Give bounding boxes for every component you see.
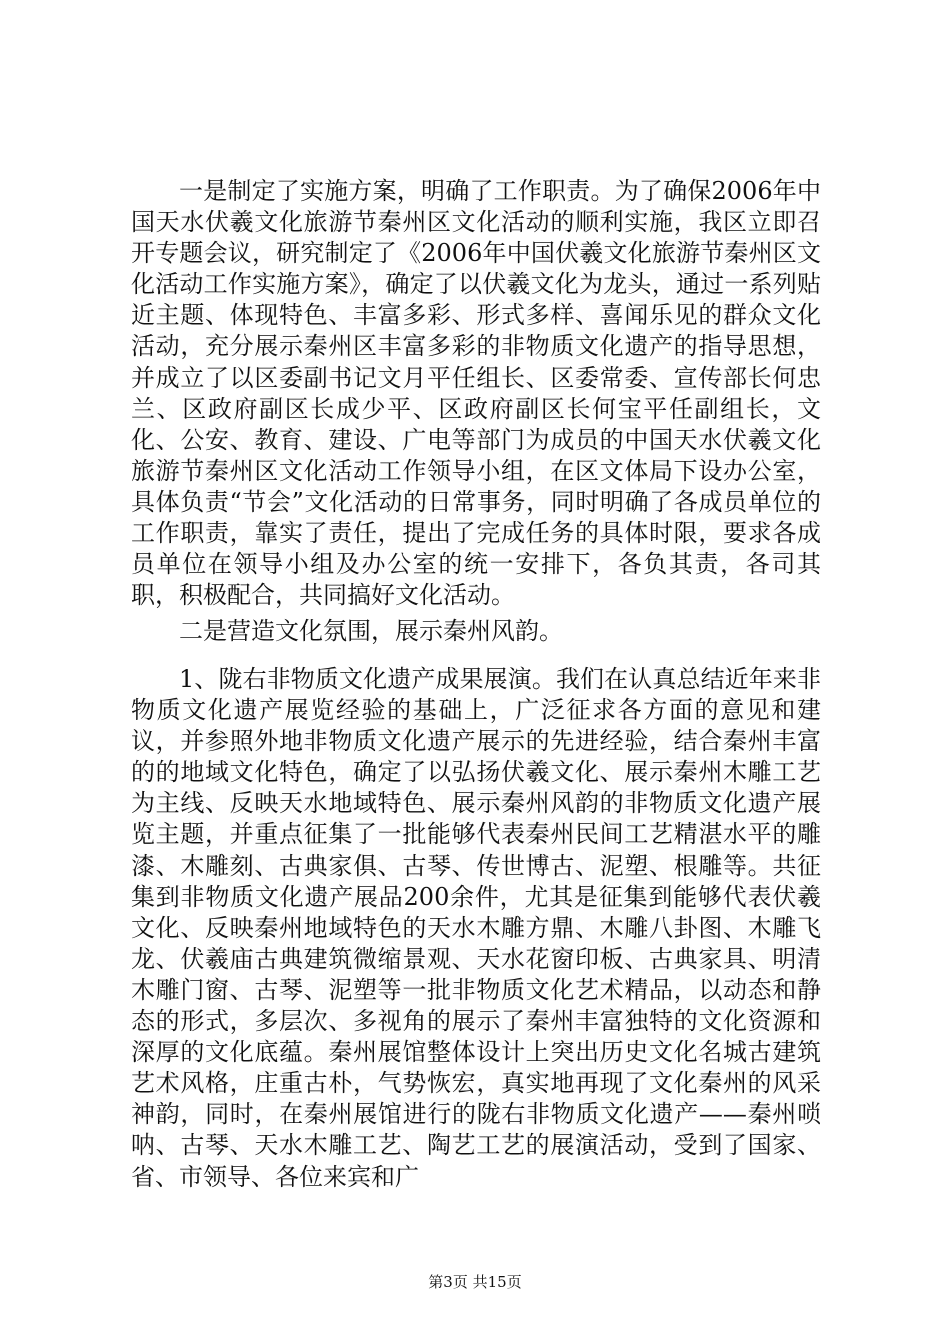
paragraph-implementation-plan: 一是制定了实施方案，明确了工作职责。为了确保2006年中国天水伏羲文化旅游节秦州区文化活动的顺利实施，我区立即召开专题会议，研究制定了《2006年中国伏羲文化旅游节秦州区文化活动工作实施方案》，确定了以伏羲文化为龙头，通过一系列贴近主题、体现特色、丰富多彩、形式多样、喜闻乐见的群众文化活动，充分展示秦州区丰富多彩的非物质文化遗产的指导思想，并成立了以区委副书记文月平任组长、区委常委、宣传部长何忠兰、区政府副区长成少平、区政府副区长何宝平任副组长，文化、公安、教育、建设、广电等部门为成员的中国天水伏羲文化旅游节秦州区文化活动工作领导小组，在区文体局下设办公室，具体负责“节会”文化活动的日常事务，同时明确了各成员单位的工作职责，靠实了责任，提出了完成任务的具体时限，要求各成员单位在领导小组及办公室的统一安排下，各负其责，各司其职，积极配合，共同搞好文化活动。 [131, 177, 821, 610]
paragraph-heritage-exhibition: 1、陇右非物质文化遗产成果展演。我们在认真总结近年来非物质文化遗产展览经验的基础上，广泛征求各方面的意见和建议，并参照外地非物质文化遗产展示的先进经验，结合秦州丰富的的地域文化特色，确定了以弘扬伏羲文化、展示秦州木雕工艺为主线、反映天水地域特色、展示秦州风韵的非物质文化遗产展览主题，并重点征集了一批能够代表秦州民间工艺精湛水平的雕漆、木雕刻、古典家俱、古琴、传世博古、泥塑、根雕等。共征集到非物质文化遗产展品200余件，尤其是征集到能够代表伏羲文化、反映秦州地域特色的天水木雕方鼎、木雕八卦图、木雕飞龙、伏羲庙古典建筑微缩景观、天水花窗印板、古典家具、明清木雕门窗、古琴、泥塑等一批非物质文化艺术精品，以动态和静态的形式，多层次、多视角的展示了秦州丰富独特的文化资源和深厚的文化底蕴。秦州展馆整体设计上突出历史文化名城古建筑艺术风格，庄重古朴，气势恢宏，真实地再现了文化秦州的风采神韵，同时，在秦州展馆进行的陇右非物质文化遗产——秦州唢呐、古琴、天水木雕工艺、陶艺工艺的展演活动，受到了国家、省、市领导、各位来宾和广 [131, 665, 821, 1191]
page-number-footer: 第3页 共15页 [428, 1273, 522, 1291]
paragraph-section-heading: 二是营造文化氛围，展示秦州风韵。 [179, 617, 563, 645]
